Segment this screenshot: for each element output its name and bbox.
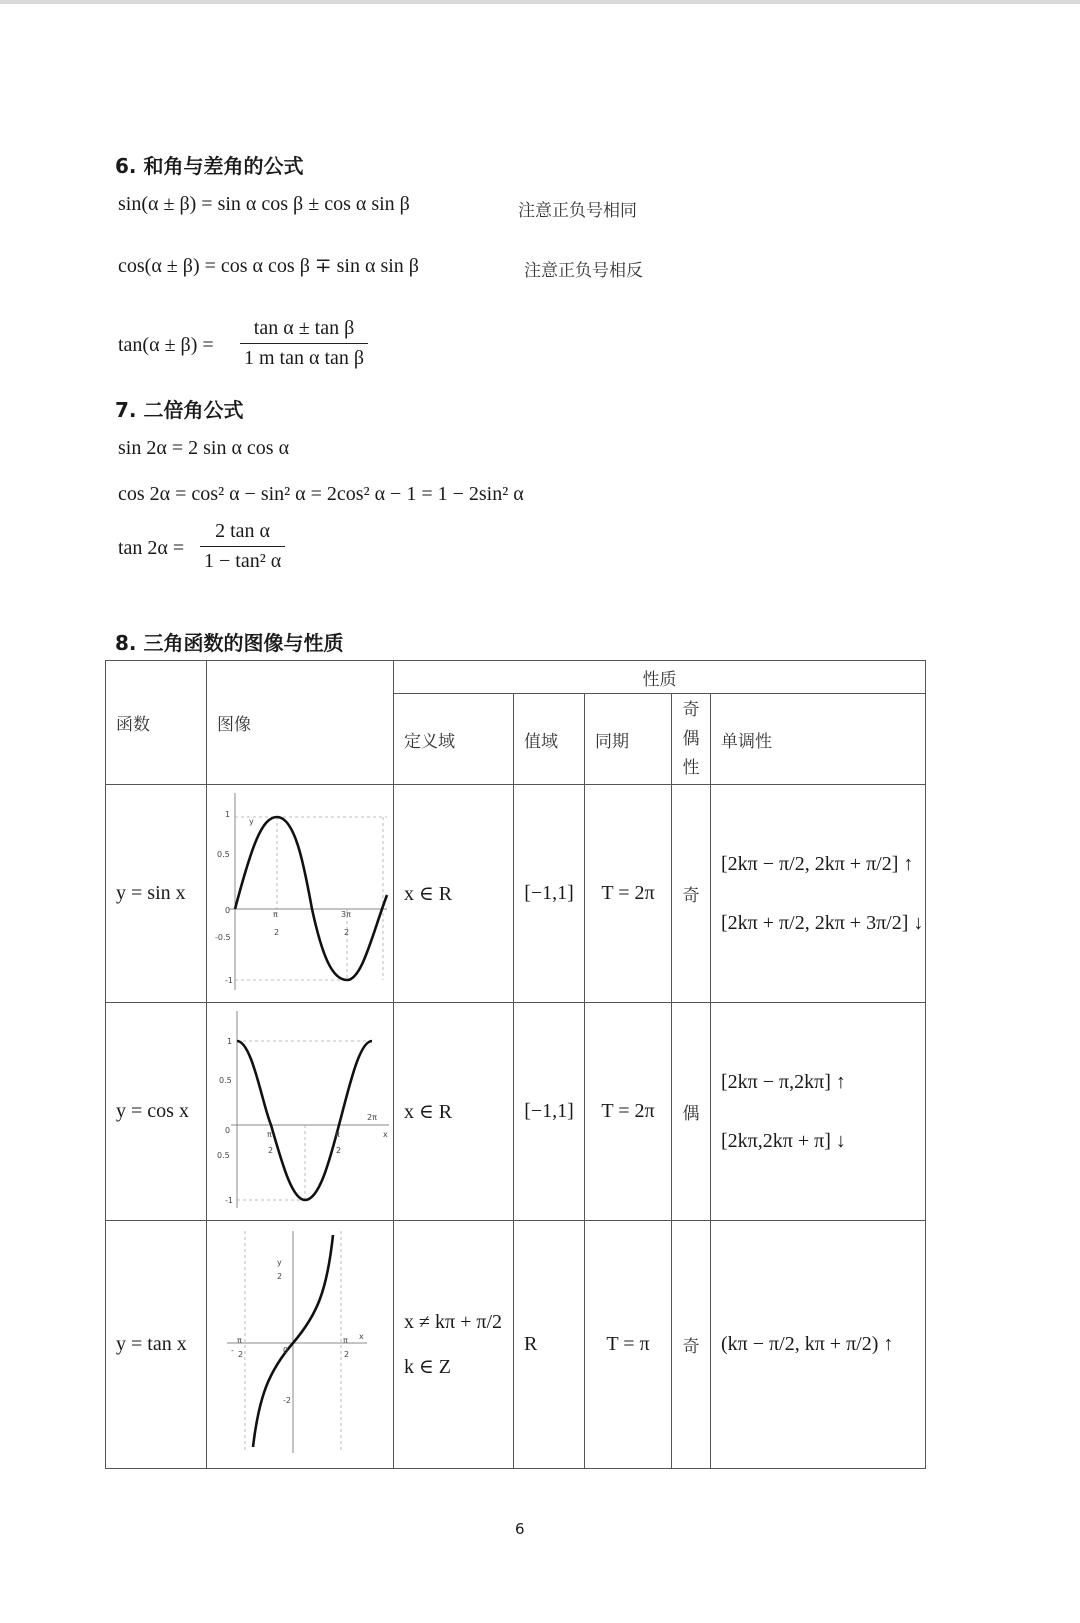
cos-label-half: 0.5 [219, 1076, 232, 1085]
cos-label-two: 2 [268, 1146, 274, 1155]
tan-label-pi-left: π [237, 1336, 242, 1345]
tan-sum-fraction [240, 317, 368, 370]
sin-label-neg-one: -1 [225, 976, 233, 985]
sin-domain: x ∈ R [394, 785, 514, 1003]
tan-sum-denominator: 1 m tan α tan β [244, 347, 365, 369]
cos-period: T = 2π [585, 1003, 672, 1221]
header-parity-char-2: 偶 [682, 728, 700, 749]
cos-monotonic [711, 1003, 926, 1221]
header-range: 值域 [514, 694, 585, 785]
page-number: 6 [515, 1520, 525, 1538]
sin-label-neg-half: -0.5 [215, 933, 231, 942]
sin-curve [235, 817, 387, 980]
cos-decreasing: [2kπ,2kπ + π] ↓ [721, 1129, 846, 1152]
tan-label-two-right: 2 [344, 1350, 350, 1359]
sin-sum-note: 注意正负号相同 [518, 201, 637, 221]
tan-domain-k: k ∈ Z [404, 1355, 452, 1378]
sin-graph-cell [207, 785, 394, 1003]
sin-double-formula: sin 2α = 2 sin α cos α [118, 437, 290, 459]
cos-function-label: y = cos x [106, 1003, 207, 1221]
trig-properties-table [105, 660, 926, 1469]
tan-period: T = π [585, 1221, 672, 1469]
tan-range: R [514, 1221, 585, 1469]
header-domain: 定义域 [394, 694, 514, 785]
tan-function-label: y = tan x [106, 1221, 207, 1469]
tan-graph [207, 1221, 393, 1464]
tan-label-y: y [277, 1258, 282, 1267]
sin-increasing: [2kπ − π/2, 2kπ + π/2] ↑ [721, 852, 914, 875]
sin-label-zero: 0 [225, 906, 231, 915]
cos-label-two-pi: 2π [367, 1113, 377, 1122]
cos-double-formula: cos 2α = cos² α − sin² α = 2cos² α − 1 = 1 − 2sin² α [118, 483, 524, 505]
tan-double-lhs: tan 2α = [118, 537, 185, 559]
tan-double-fraction [200, 520, 285, 573]
section-6-title: 6. 和角与差角的公式 [115, 154, 304, 178]
cos-sum-formula: cos(α ± β) = cos α cos β ∓ sin α sin β [118, 255, 419, 277]
tan-label-two-left: 2 [238, 1350, 244, 1359]
cos-graph [207, 1003, 393, 1216]
cos-parity: 偶 [672, 1003, 711, 1221]
cos-label-pi: π [267, 1130, 272, 1139]
sin-label-pi: π [273, 910, 278, 919]
top-border [0, 0, 1080, 4]
tan-parity: 奇 [672, 1221, 711, 1469]
header-parity-char-3: 性 [682, 757, 700, 778]
tan-graph-cell [207, 1221, 394, 1469]
tan-monotonic: (kπ − π/2, kπ + π/2) ↑ [711, 1221, 926, 1469]
sin-label-three-pi: 3π [341, 910, 351, 919]
cos-range: [−1,1] [514, 1003, 585, 1221]
cos-domain: x ∈ R [394, 1003, 514, 1221]
cos-label-one: 1 [227, 1037, 233, 1046]
section-7-title: 7. 二倍角公式 [115, 398, 244, 422]
cos-label-pi-b: π [335, 1130, 340, 1139]
sin-decreasing: [2kπ + π/2, 2kπ + 3π/2] ↓ [721, 911, 924, 934]
cos-increasing: [2kπ − π,2kπ] ↑ [721, 1070, 846, 1093]
cos-curve [237, 1041, 372, 1200]
sin-monotonic [711, 785, 926, 1003]
header-period: 同期 [585, 694, 672, 785]
tan-domain [394, 1221, 514, 1469]
tan-label-zero: 0 [283, 1346, 289, 1355]
sin-label-y: y [249, 817, 254, 826]
tan-sum-numerator: tan α ± tan β [240, 317, 368, 344]
cos-label-x: x [383, 1130, 388, 1139]
tan-double-denominator: 1 − tan² α [204, 550, 282, 572]
sin-period: T = 2π [585, 785, 672, 1003]
cos-label-neg-half: 0.5 [217, 1151, 230, 1160]
cos-graph-cell [207, 1003, 394, 1221]
sin-graph [207, 785, 393, 998]
sin-parity: 奇 [672, 785, 711, 1003]
section-8-title: 8. 三角函数的图像与性质 [115, 631, 344, 655]
sin-range: [−1,1] [514, 785, 585, 1003]
sin-label-half: 0.5 [217, 850, 230, 859]
sin-label-two: 2 [274, 928, 280, 937]
header-monotonic: 单调性 [711, 694, 926, 785]
cos-label-two-b: 2 [336, 1146, 342, 1155]
tan-sum-lhs: tan(α ± β) = [118, 334, 214, 356]
cos-label-neg-one: -1 [225, 1196, 233, 1205]
sin-function-label: y = sin x [106, 785, 207, 1003]
header-graph: 图像 [207, 661, 394, 785]
tan-label-neg-two: -2 [283, 1396, 291, 1405]
cos-label-zero: 0 [225, 1126, 231, 1135]
tan-label-pi-right: π [343, 1336, 348, 1345]
header-parity [672, 694, 711, 785]
cos-sum-note: 注意正负号相反 [524, 261, 643, 281]
tan-label-minus: - [231, 1346, 234, 1355]
tan-double-numerator: 2 tan α [200, 520, 285, 547]
tan-label-x: x [359, 1332, 364, 1341]
sin-label-one: 1 [225, 810, 231, 819]
header-properties: 性质 [394, 661, 926, 694]
tan-domain-condition: x ≠ kπ + π/2 [404, 1310, 503, 1333]
sin-sum-formula: sin(α ± β) = sin α cos β ± cos α sin β [118, 193, 410, 215]
header-parity-char-1: 奇 [682, 699, 700, 720]
header-function: 函数 [106, 661, 207, 785]
sin-label-two-b: 2 [344, 928, 350, 937]
tan-label-two: 2 [277, 1272, 283, 1281]
